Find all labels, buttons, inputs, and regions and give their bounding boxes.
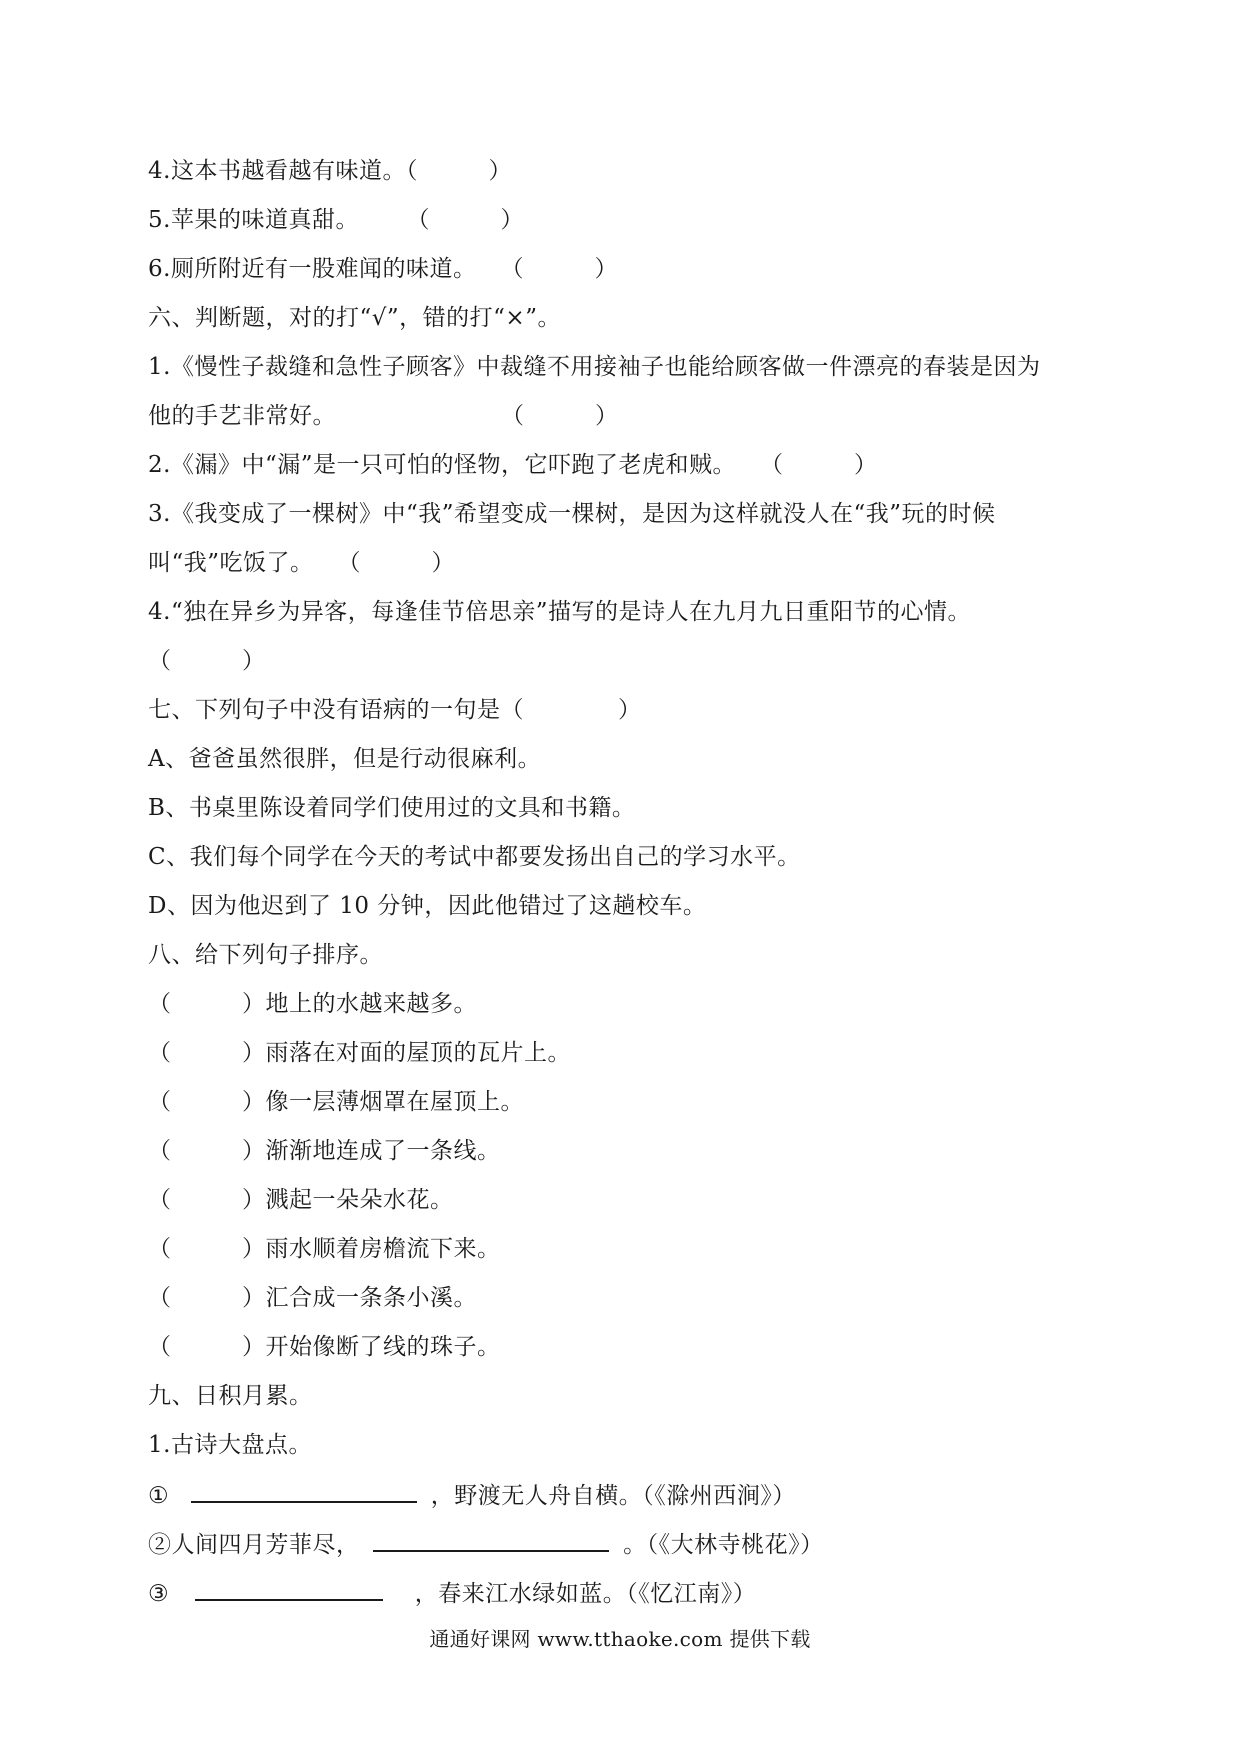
choice-b: B、书桌里陈设着同学们使用过的文具和书籍。 <box>148 795 636 821</box>
choice-d: D、因为他迟到了 10 分钟，因此他错过了这趟校车。 <box>148 893 707 919</box>
judge-item-1-line-1: 1.《慢性子裁缝和急性子顾客》中裁缝不用接袖子也能给顾客做一件漂亮的春装是因为 <box>148 354 1041 380</box>
question-5-item-5: 5.苹果的味道真甜。 （ ） <box>148 207 524 233</box>
poem-fill-3 <box>148 1577 756 1609</box>
order-item-7: （ ）汇合成一条条小溪。 <box>148 1285 477 1311</box>
section-7-heading: 七、下列句子中没有语病的一句是（ ） <box>148 697 642 723</box>
order-item-3: （ ）像一层薄烟罩在屋顶上。 <box>148 1089 524 1115</box>
poem-fill-1-after: ，野渡无人舟自横。（《滁州西涧》） <box>430 1483 796 1509</box>
poem-fill-2 <box>148 1528 824 1560</box>
judge-item-4-line-1: 4.“独在异乡为异客，每逢佳节倍思亲”描写的是诗人在九月九日重阳节的心情。 <box>148 599 971 625</box>
judge-item-3-line-2: 叫“我”吃饭了。 （ ） <box>148 550 456 576</box>
order-item-2: （ ）雨落在对面的屋顶的瓦片上。 <box>148 1040 571 1066</box>
poem-fill-3-blank[interactable] <box>195 1577 383 1601</box>
poem-fill-1-blank[interactable] <box>191 1479 417 1503</box>
poem-fill-2-number: ② <box>148 1532 172 1558</box>
poem-fill-1 <box>148 1479 796 1511</box>
section-9-heading: 九、日积月累。 <box>148 1383 313 1409</box>
section-6-heading: 六、判断题，对的打“√”，错的打“×”。 <box>148 305 561 331</box>
judge-item-1-line-2: 他的手艺非常好。 （ ） <box>148 403 619 429</box>
poem-fill-3-after: ，春来江水绿如蓝。（《忆江南》） <box>414 1581 757 1607</box>
poem-fill-2-blank[interactable] <box>373 1528 609 1552</box>
footer-download-note: 通通好课网 www.tthaoke.com 提供下载 <box>429 1627 811 1651</box>
judge-item-4-line-2: （ ） <box>148 648 266 674</box>
poem-fill-1-number: ① <box>148 1483 170 1509</box>
poem-fill-2-before: 人间四月芳菲尽， <box>171 1532 360 1558</box>
section-8-heading: 八、给下列句子排序。 <box>148 942 383 968</box>
poem-subheading: 1.古诗大盘点。 <box>148 1432 312 1458</box>
judge-item-2: 2.《漏》中“漏”是一只可怕的怪物，它吓跑了老虎和贼。 （ ） <box>148 452 878 478</box>
order-item-4: （ ）渐渐地连成了一条线。 <box>148 1138 501 1164</box>
order-item-8: （ ）开始像断了线的珠子。 <box>148 1334 501 1360</box>
judge-item-3-line-1: 3.《我变成了一棵树》中“我”希望变成一棵树，是因为这样就没人在“我”玩的时候 <box>148 501 996 527</box>
choice-c: C、我们每个同学在今天的考试中都要发扬出自己的学习水平。 <box>148 844 801 870</box>
poem-fill-3-number: ③ <box>148 1581 170 1607</box>
poem-fill-2-after: 。（《大林寺桃花》） <box>623 1532 824 1558</box>
choice-a: A、爸爸虽然很胖，但是行动很麻利。 <box>148 746 542 772</box>
order-item-5: （ ）溅起一朵朵水花。 <box>148 1187 454 1213</box>
order-item-1: （ ）地上的水越来越多。 <box>148 991 477 1017</box>
question-5-item-4: 4.这本书越看越有味道。（ ） <box>148 158 512 184</box>
order-item-6: （ ）雨水顺着房檐流下来。 <box>148 1236 501 1262</box>
question-5-item-6: 6.厕所附近有一股难闻的味道。 （ ） <box>148 256 618 282</box>
